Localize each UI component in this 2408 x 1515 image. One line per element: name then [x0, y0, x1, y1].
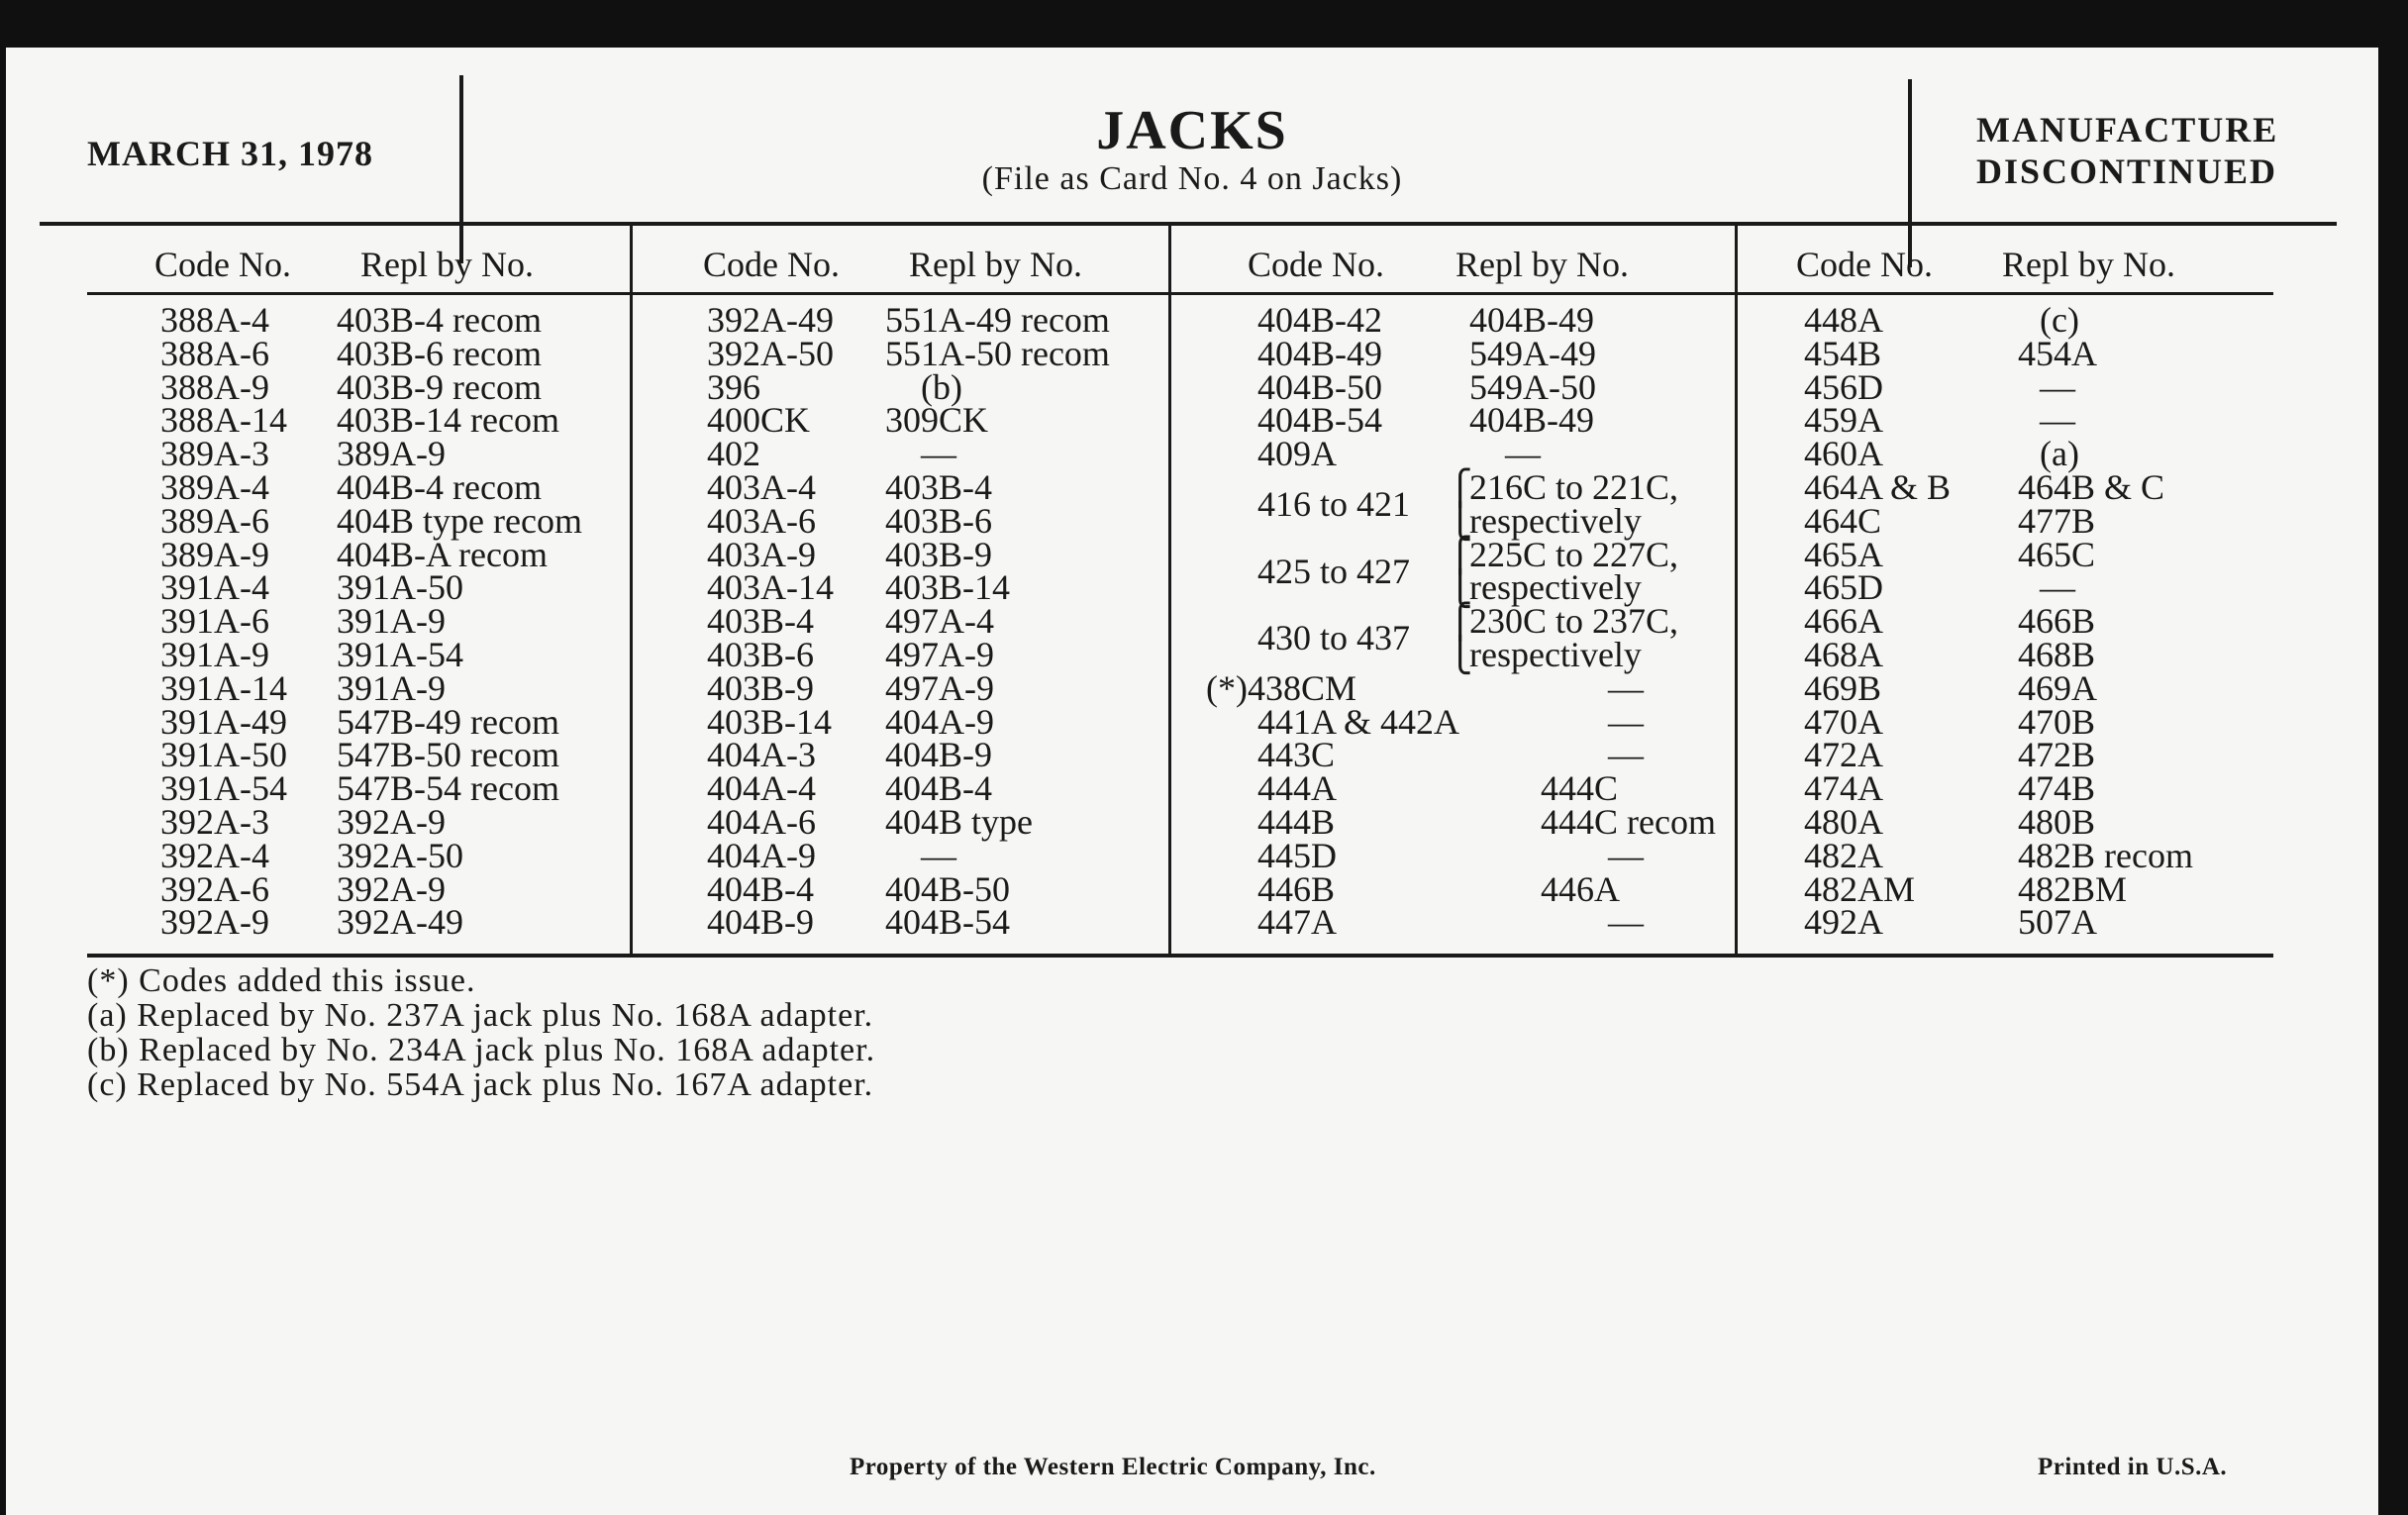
- repl-cell: 468B: [2018, 635, 2096, 674]
- code-cell: 388A-4: [160, 300, 269, 340]
- code-cell: 403A-6: [707, 500, 816, 541]
- repl-cell: —: [1608, 667, 1644, 708]
- code-cell: 474A: [1804, 768, 1883, 809]
- repl-cell: 309CK: [885, 400, 989, 441]
- code-cell: 459A: [1804, 400, 1883, 441]
- col-header-repl-4: Repl by No.: [2002, 245, 2175, 284]
- col-header-code-4: Code No.: [1796, 245, 1933, 284]
- column-header-rule: [87, 292, 2273, 295]
- note-a: (a) Replaced by No. 237A jack plus No. 168A adapter.: [87, 997, 874, 1034]
- repl-cell: 474B: [2018, 768, 2096, 809]
- code-cell: 404A-3: [707, 735, 816, 775]
- code-cell: 392A-49: [707, 300, 834, 340]
- repl-cell: (a): [2040, 434, 2079, 474]
- note-b: (b) Replaced by No. 234A jack plus No. 168A adapter.: [87, 1032, 876, 1068]
- col-header-repl-3: Repl by No.: [1455, 245, 1629, 284]
- header-divider-right: [1908, 79, 1912, 267]
- table-top-rule: [40, 222, 2337, 226]
- code-cell: 404B-49: [1257, 333, 1382, 373]
- code-cell: 465D: [1804, 567, 1883, 608]
- code-cell: 392A-6: [160, 868, 269, 909]
- code-cell: 482A: [1804, 835, 1883, 875]
- code-cell: 391A-14: [160, 667, 287, 708]
- card-title: JACKS: [1096, 100, 1288, 161]
- code-cell: 456D: [1804, 366, 1883, 407]
- repl-cell: 403B-6 recom: [337, 333, 542, 373]
- repl-cell: (c): [2040, 300, 2079, 340]
- code-cell: 402: [707, 434, 760, 474]
- repl-cell: —: [1505, 434, 1541, 474]
- code-cell: 444A: [1257, 768, 1337, 809]
- code-cell: 404A-6: [707, 802, 816, 842]
- code-cell: 468A: [1804, 635, 1883, 674]
- repl-cell: 404B-A recom: [337, 534, 548, 574]
- card-subtitle: (File as Card No. 4 on Jacks): [981, 160, 1403, 197]
- code-cell: 391A-4: [160, 567, 269, 608]
- code-cell: 388A-14: [160, 400, 287, 441]
- repl-cell: 404B type: [885, 802, 1033, 842]
- repl-cell: 230C to 237C,: [1469, 601, 1679, 642]
- code-cell: 403B-14: [707, 701, 832, 742]
- code-cell: 403B-6: [707, 635, 814, 674]
- repl-cell: 403B-4: [885, 467, 992, 507]
- code-cell: 389A-4: [160, 467, 269, 507]
- code-cell: 391A-6: [160, 601, 269, 642]
- code-cell: 430 to 437: [1257, 618, 1411, 658]
- property-notice: Property of the Western Electric Company, Inc.: [850, 1454, 1376, 1480]
- repl-cell: 404B-49: [1469, 400, 1594, 441]
- code-cell: 391A-54: [160, 768, 287, 809]
- repl-cell: 464B & C: [2018, 467, 2165, 507]
- repl-cell: 497A-9: [885, 635, 994, 674]
- repl-cell: 404A-9: [885, 701, 994, 742]
- code-cell: 389A-3: [160, 434, 269, 474]
- code-cell: 403A-9: [707, 534, 816, 574]
- code-cell: 391A-9: [160, 635, 269, 674]
- repl-cell: 480B: [2018, 802, 2096, 842]
- code-cell: 392A-9: [160, 902, 269, 943]
- code-cell: 389A-6: [160, 500, 269, 541]
- code-cell: 388A-6: [160, 333, 269, 373]
- repl-cell: 549A-50: [1469, 366, 1596, 407]
- code-cell: 388A-9: [160, 366, 269, 407]
- code-cell: 392A-3: [160, 802, 269, 842]
- brace-icon: ⎧ ⎩: [1448, 604, 1473, 675]
- repl-cell: —: [1608, 835, 1644, 875]
- code-cell: 469B: [1804, 667, 1882, 708]
- repl-cell: respectively: [1469, 567, 1642, 608]
- repl-cell: 465C: [2018, 534, 2096, 574]
- code-cell: 404B-50: [1257, 366, 1382, 407]
- repl-cell: 404B-50: [885, 868, 1010, 909]
- code-cell: 391A-50: [160, 735, 287, 775]
- code-cell: 404B-54: [1257, 400, 1382, 441]
- col-header-repl-2: Repl by No.: [909, 245, 1082, 284]
- repl-cell: 403B-9 recom: [337, 366, 542, 407]
- repl-cell: 391A-50: [337, 567, 463, 608]
- code-cell: 389A-9: [160, 534, 269, 574]
- code-cell: 441A & 442A: [1257, 701, 1460, 742]
- repl-cell: 472B: [2018, 735, 2096, 775]
- repl-cell: —: [1608, 735, 1644, 775]
- repl-cell: 391A-54: [337, 635, 463, 674]
- repl-cell: 444C recom: [1541, 802, 1716, 842]
- code-cell: 460A: [1804, 434, 1883, 474]
- note-added: (*) Codes added this issue.: [87, 962, 476, 999]
- code-cell: 391A-49: [160, 701, 287, 742]
- printed-notice: Printed in U.S.A.: [2038, 1454, 2228, 1480]
- brace-icon: ⎧ ⎩: [1448, 537, 1473, 608]
- code-cell: 392A-4: [160, 835, 269, 875]
- repl-cell: respectively: [1469, 500, 1642, 541]
- note-c: (c) Replaced by No. 554A jack plus No. 167A adapter.: [87, 1066, 874, 1103]
- repl-cell: 404B-49: [1469, 300, 1594, 340]
- col-header-code-1: Code No.: [154, 245, 291, 284]
- repl-cell: —: [921, 835, 956, 875]
- repl-cell: 482B recom: [2018, 835, 2193, 875]
- code-cell: 404A-4: [707, 768, 816, 809]
- code-cell: 444B: [1257, 802, 1336, 842]
- repl-cell: —: [2040, 366, 2075, 407]
- repl-cell: 547B-54 recom: [337, 768, 559, 809]
- col-header-code-2: Code No.: [703, 245, 840, 284]
- repl-cell: 482BM: [2018, 868, 2128, 909]
- code-cell: 446B: [1257, 868, 1336, 909]
- code-cell: 403B-4: [707, 601, 814, 642]
- repl-cell: 403B-4 recom: [337, 300, 542, 340]
- repl-cell: 547B-49 recom: [337, 701, 559, 742]
- repl-cell: (b): [921, 366, 962, 407]
- repl-cell: 454A: [2018, 333, 2097, 373]
- reference-card: [6, 48, 2378, 1515]
- repl-cell: 391A-9: [337, 667, 446, 708]
- code-cell: 470A: [1804, 701, 1883, 742]
- code-cell: 396: [707, 366, 760, 407]
- repl-cell: —: [2040, 400, 2075, 441]
- code-cell: 403A-4: [707, 467, 816, 507]
- repl-cell: 469A: [2018, 667, 2097, 708]
- repl-cell: 507A: [2018, 902, 2097, 943]
- issue-date: MARCH 31, 1978: [87, 134, 373, 173]
- table-bottom-rule: [87, 954, 2273, 958]
- repl-cell: 549A-49: [1469, 333, 1596, 373]
- code-cell: 448A: [1804, 300, 1883, 340]
- code-cell: 404A-9: [707, 835, 816, 875]
- repl-cell: 551A-50 recom: [885, 333, 1110, 373]
- repl-cell: —: [1608, 902, 1644, 943]
- repl-cell: 466B: [2018, 601, 2096, 642]
- code-cell: 404B-4: [707, 868, 814, 909]
- repl-cell: 389A-9: [337, 434, 446, 474]
- repl-cell: 403B-14 recom: [337, 400, 559, 441]
- repl-cell: 392A-9: [337, 868, 446, 909]
- code-cell: 404B-9: [707, 902, 814, 943]
- repl-cell: 404B-4: [885, 768, 992, 809]
- brace-icon: ⎧ ⎩: [1448, 470, 1473, 541]
- code-cell: 403B-9: [707, 667, 814, 708]
- repl-cell: 444C: [1541, 768, 1619, 809]
- status-line-2: DISCONTINUED: [1976, 152, 2278, 191]
- repl-cell: 551A-49 recom: [885, 300, 1110, 340]
- repl-cell: 225C to 227C,: [1469, 534, 1679, 574]
- repl-cell: 392A-49: [337, 902, 463, 943]
- col-header-repl-1: Repl by No.: [360, 245, 534, 284]
- repl-cell: 497A-4: [885, 601, 994, 642]
- repl-cell: 446A: [1541, 868, 1620, 909]
- code-cell: 404B-42: [1257, 300, 1382, 340]
- repl-cell: 403B-9: [885, 534, 992, 574]
- code-cell: 392A-50: [707, 333, 834, 373]
- code-cell: 492A: [1804, 902, 1883, 943]
- repl-cell: 404B-4 recom: [337, 467, 542, 507]
- code-cell: 409A: [1257, 434, 1337, 474]
- code-cell: 443C: [1257, 735, 1336, 775]
- column-divider-3: [1735, 226, 1738, 957]
- code-cell: 400CK: [707, 400, 811, 441]
- code-cell: 445D: [1257, 835, 1337, 875]
- repl-cell: 404B-54: [885, 902, 1010, 943]
- repl-cell: 547B-50 recom: [337, 735, 559, 775]
- repl-cell: 392A-50: [337, 835, 463, 875]
- column-divider-2: [1168, 226, 1171, 957]
- repl-cell: respectively: [1469, 635, 1642, 674]
- code-cell: 447A: [1257, 902, 1337, 943]
- status-label: [1976, 109, 2278, 192]
- repl-cell: 497A-9: [885, 667, 994, 708]
- code-cell: 482AM: [1804, 868, 1916, 909]
- code-cell: 464A & B: [1804, 467, 1952, 507]
- repl-cell: 403B-6: [885, 500, 992, 541]
- header-divider-left: [459, 75, 463, 263]
- repl-cell: 404B type recom: [337, 500, 582, 541]
- repl-cell: 216C to 221C,: [1469, 467, 1679, 507]
- code-cell: 472A: [1804, 735, 1883, 775]
- column-divider-1: [630, 226, 633, 957]
- code-cell: (*)438CM: [1206, 667, 1356, 708]
- repl-cell: 470B: [2018, 701, 2096, 742]
- repl-cell: 403B-14: [885, 567, 1010, 608]
- code-cell: 403A-14: [707, 567, 834, 608]
- repl-cell: —: [2040, 567, 2075, 608]
- code-cell: 480A: [1804, 802, 1883, 842]
- repl-cell: 477B: [2018, 500, 2096, 541]
- code-cell: 416 to 421: [1257, 484, 1411, 524]
- code-cell: 466A: [1804, 601, 1883, 642]
- col-header-code-3: Code No.: [1248, 245, 1384, 284]
- code-cell: 454B: [1804, 333, 1882, 373]
- repl-cell: 404B-9: [885, 735, 992, 775]
- code-cell: 464C: [1804, 500, 1882, 541]
- repl-cell: 392A-9: [337, 802, 446, 842]
- repl-cell: 391A-9: [337, 601, 446, 642]
- code-cell: 425 to 427: [1257, 551, 1411, 591]
- repl-cell: —: [921, 434, 956, 474]
- repl-cell: —: [1608, 701, 1644, 742]
- code-cell: 465A: [1804, 534, 1883, 574]
- status-line-1: MANUFACTURE: [1976, 110, 2279, 150]
